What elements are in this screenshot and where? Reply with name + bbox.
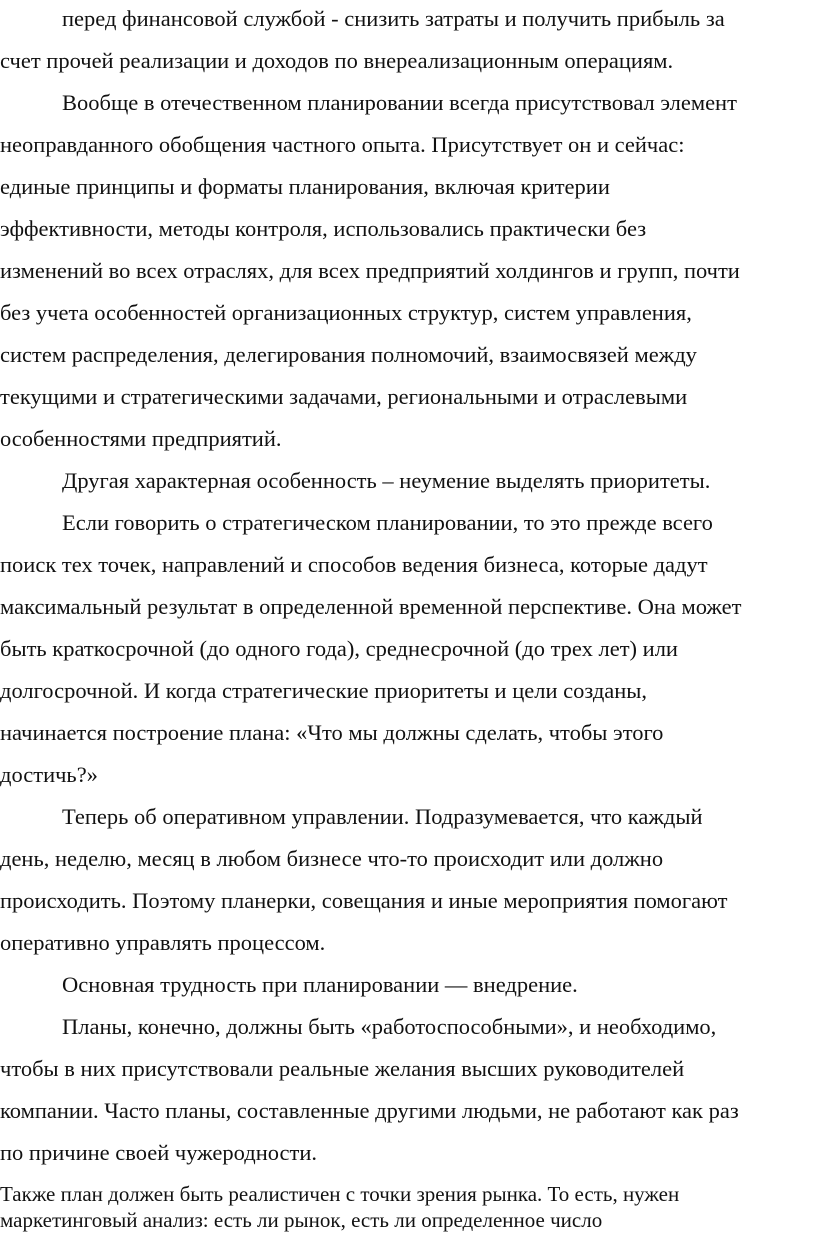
- text-line-20: Теперь об оперативном управлении. Подразумевается, что каждый: [62, 804, 703, 829]
- text-line-21: день, неделю, месяц в любом бизнесе что-то происходит или должно: [0, 846, 664, 871]
- text-line-26: чтобы в них присутствовали реальные желания высших руководителей: [0, 1056, 685, 1081]
- text-line-12: Другая характерная особенность – неумение выделять приоритеты.: [62, 468, 711, 493]
- text-line-25: Планы, конечно, должны быть «работоспособными», и необходимо,: [62, 1014, 717, 1039]
- text-line-16: быть краткосрочной (до одного года), среднесрочной (до трех лет) или: [0, 636, 678, 661]
- text-line-30: маркетинговый анализ: есть ли рынок, есть ли определенное число: [0, 1208, 603, 1232]
- text-line-22: происходить. Поэтому планерки, совещания и иные мероприятия помогают: [0, 888, 728, 913]
- text-line-18: начинается построение плана: «Что мы должны сделать, чтобы этого: [0, 720, 664, 745]
- text-line-5: единые принципы и форматы планирования, включая критерии: [0, 174, 610, 199]
- text-line-1: перед финансовой службой - снизить затраты и получить прибыль за: [62, 6, 725, 31]
- text-line-13: Если говорить о стратегическом планировании, то это прежде всего: [62, 510, 713, 535]
- text-line-29: Также план должен быть реалистичен с точки зрения рынка. То есть, нужен: [0, 1182, 680, 1206]
- text-line-8: без учета особенностей организационных структур, систем управления,: [0, 300, 692, 325]
- text-line-3: Вообще в отечественном планировании всегда присутствовал элемент: [62, 90, 737, 115]
- text-line-23: оперативно управлять процессом.: [0, 930, 326, 955]
- text-line-19: достичь?»: [0, 762, 98, 787]
- text-line-14: поиск тех точек, направлений и способов ведения бизнеса, которые дадут: [0, 552, 708, 577]
- text-line-2: счет прочей реализации и доходов по внереализационным операциям.: [0, 48, 674, 73]
- text-line-4: неоправданного обобщения частного опыта. Присутствует он и сейчас:: [0, 132, 685, 157]
- text-line-10: текущими и стратегическими задачами, региональными и отраслевыми: [0, 384, 688, 409]
- text-line-6: эффективности, методы контроля, использовались практически без: [0, 216, 647, 241]
- text-line-11: особенностями предприятий.: [0, 426, 282, 451]
- text-line-27: компании. Часто планы, составленные другими людьми, не работают как раз: [0, 1098, 739, 1123]
- text-line-9: систем распределения, делегирования полномочий, взаимосвязей между: [0, 342, 697, 367]
- text-line-7: изменений во всех отраслях, для всех предприятий холдингов и групп, почти: [0, 258, 740, 283]
- text-line-15: максимальный результат в определенной временной перспективе. Она может: [0, 594, 742, 619]
- text-line-17: долгосрочной. И когда стратегические приоритеты и цели созданы,: [0, 678, 648, 703]
- text-line-24: Основная трудность при планировании — внедрение.: [62, 972, 578, 997]
- text-line-28: по причине своей чужеродности.: [0, 1140, 318, 1165]
